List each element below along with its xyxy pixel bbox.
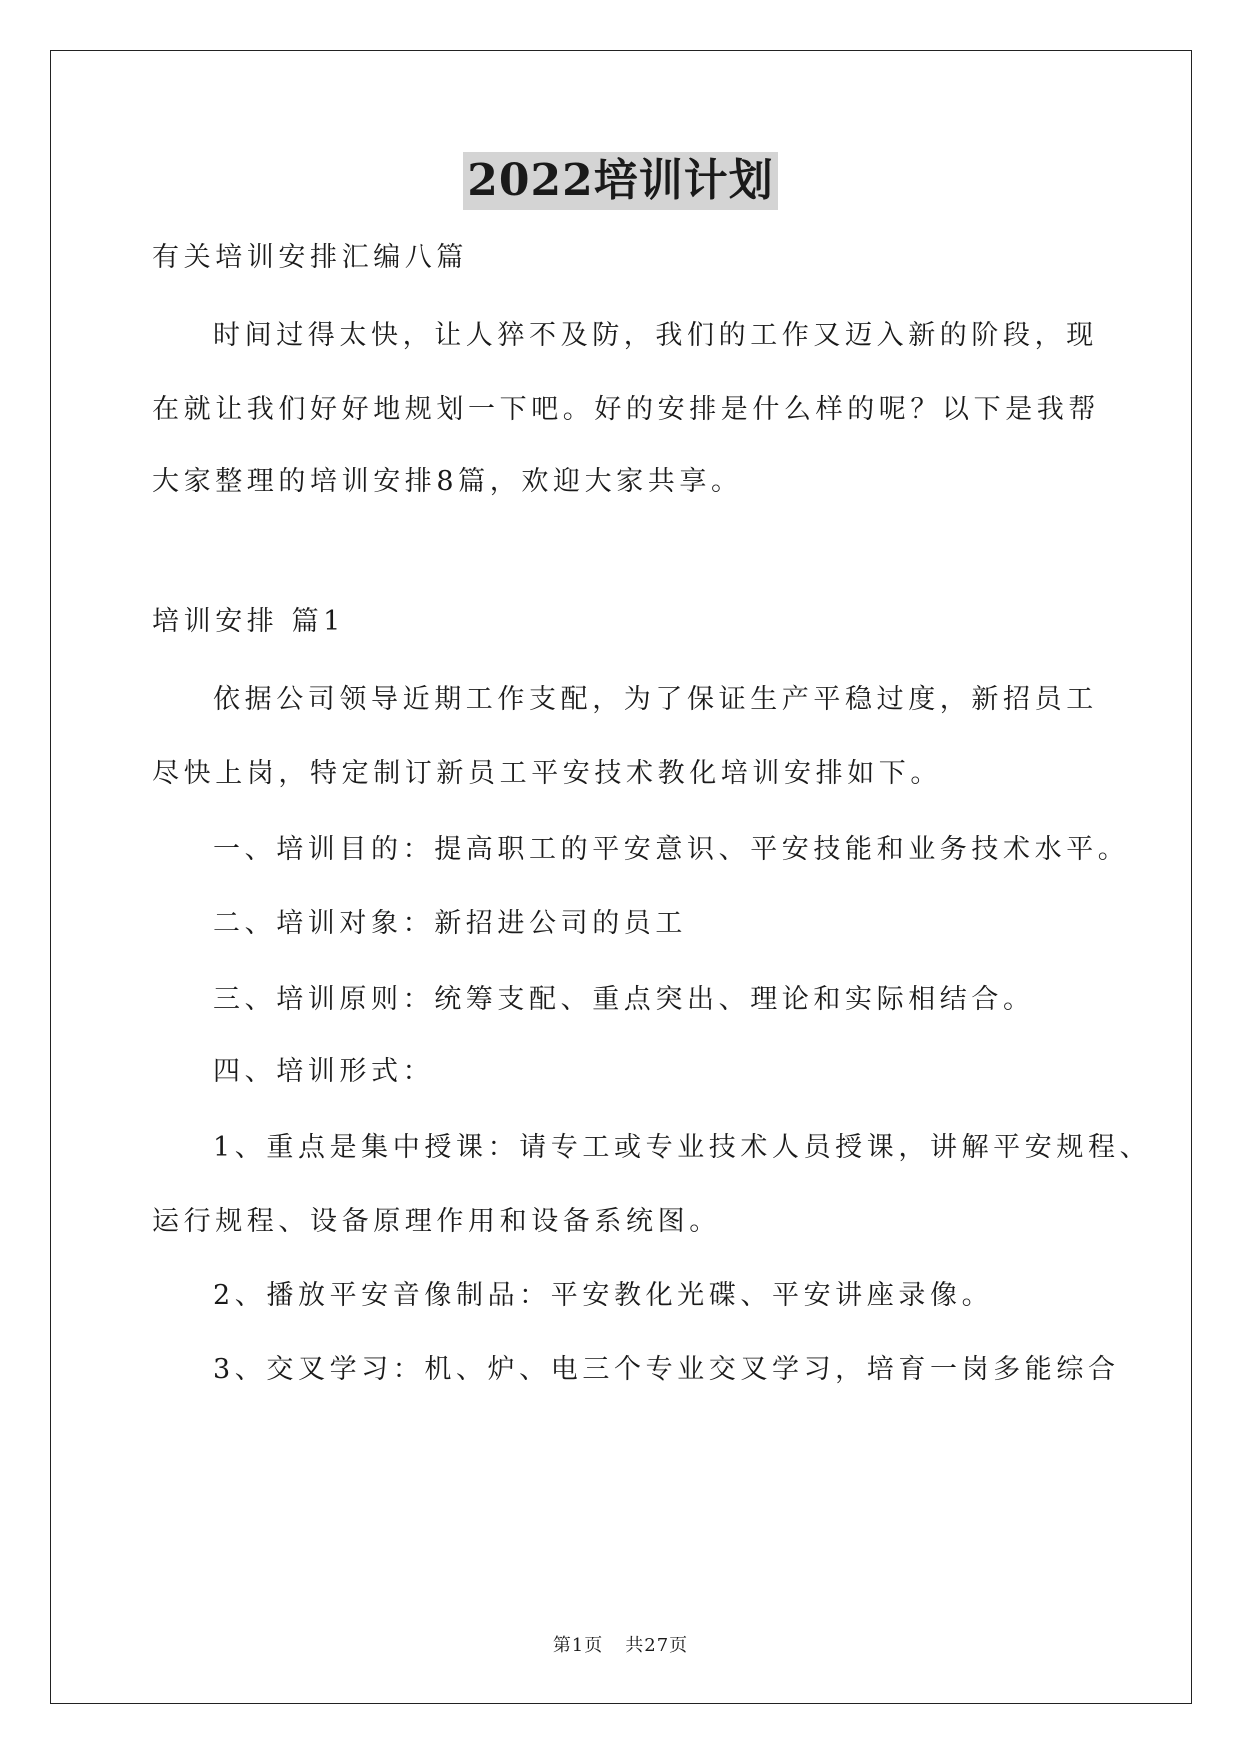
paragraph-line: 1、重点是集中授课：请专工或专业技术人员授课，讲解平安规程、	[213, 1132, 1152, 1163]
paragraph-line: 依据公司领导近期工作支配，为了保证生产平稳过度，新招员工	[213, 684, 1098, 715]
paragraph-line: 时间过得太快，让人猝不及防，我们的工作又迈入新的阶段，现	[213, 320, 1098, 351]
total-pages: 共27页	[625, 1635, 689, 1656]
document-title: 2022培训计划	[463, 152, 777, 210]
paragraph-line: 尽快上岗，特定制订新员工平安技术教化培训安排如下。	[152, 758, 942, 789]
paragraph-line: 二、培训对象：新招进公司的员工	[213, 908, 687, 939]
subtitle-line: 有关培训安排汇编八篇	[152, 242, 468, 273]
paragraph-line: 四、培训形式：	[213, 1056, 435, 1087]
paragraph-line: 3、交叉学习：机、炉、电三个专业交叉学习，培育一岗多能综合	[213, 1354, 1120, 1385]
paragraph-line: 2、播放平安音像制品：平安教化光碟、平安讲座录像。	[213, 1280, 994, 1311]
page-footer	[0, 1634, 1241, 1658]
section-heading: 培训安排 篇1	[152, 606, 345, 637]
paragraph-line: 一、培训目的：提高职工的平安意识、平安技能和业务技术水平。	[213, 834, 1130, 865]
page-number: 第1页	[552, 1635, 604, 1656]
paragraph-line: 在就让我们好好地规划一下吧。好的安排是什么样的呢？以下是我帮	[152, 394, 1100, 425]
paragraph-line: 运行规程、设备原理作用和设备系统图。	[152, 1206, 721, 1237]
title-container	[0, 152, 1241, 210]
paragraph-line: 三、培训原则：统筹支配、重点突出、理论和实际相结合。	[213, 984, 1035, 1015]
paragraph-line: 大家整理的培训安排8篇，欢迎大家共享。	[152, 466, 743, 497]
page-border	[50, 50, 1192, 1704]
